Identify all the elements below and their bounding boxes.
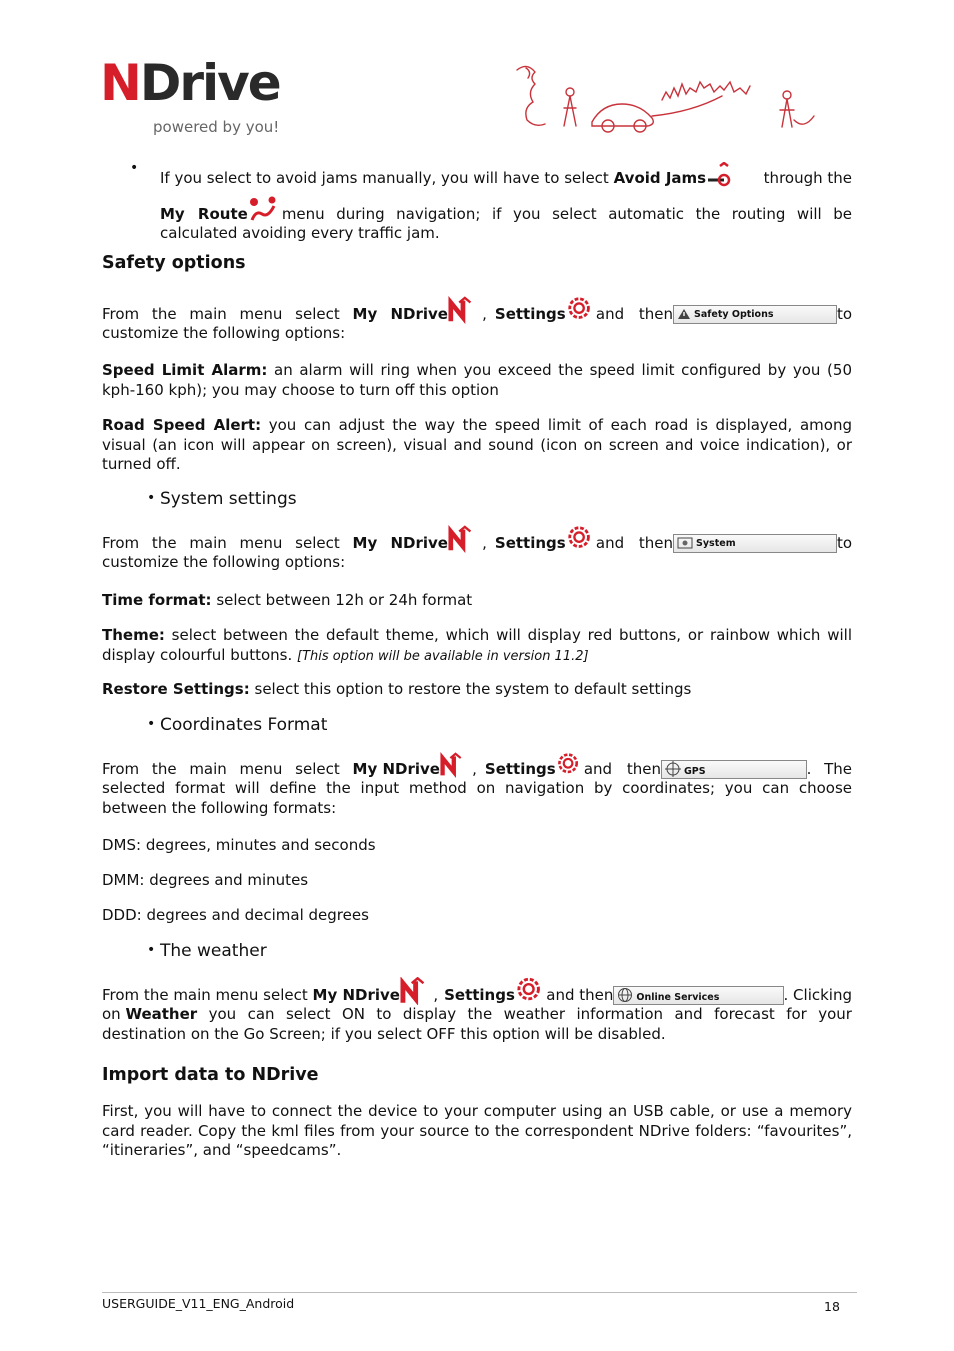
page-number: 18 — [824, 1299, 840, 1314]
weather-paragraph: From the main menu select My NDrive , Settings and then Online Services . Clicking on Weather you can select ON to display the weather information and forecast for your destination on the Go Screen; if you select OFF this option will be disabled. — [102, 977, 852, 1044]
road-speed-alert-paragraph: Road Speed Alert: you can adjust the way the speed limit of each road is displayed, among visual (an icon will appear on screen), visual and sound (icon on screen and voice indication), or turned off. — [102, 416, 852, 473]
ndrive-logo — [100, 54, 285, 143]
settings-gear-icon — [515, 977, 542, 1005]
import-data-paragraph: First, you will have to connect the device to your computer using an USB cable, or use a memory card reader. Copy the kml files from your source to the correspondent NDrive folders: “favourites”, “itineraries”, and “speedcams”. — [102, 1102, 852, 1159]
coordinates-format-heading: • Coordinates Format — [147, 715, 328, 735]
my-route-icon — [248, 196, 278, 224]
system-settings-heading: • System settings — [147, 489, 297, 509]
avoid-jams-icon — [706, 162, 734, 188]
footer-divider — [102, 1292, 857, 1293]
safety-options-heading: Safety options — [102, 253, 246, 273]
speed-limit-alarm-paragraph: Speed Limit Alarm: an alarm will ring when you exceed the speed limit configured by you (50 kph-160 kph); you may choose to turn off this option — [102, 361, 852, 399]
safety-options-button[interactable]: Safety Options — [673, 305, 837, 324]
import-data-heading: Import data to NDrive — [102, 1065, 319, 1085]
gps-crosshair-icon — [665, 761, 681, 777]
weather-heading: • The weather — [147, 941, 267, 961]
safety-options-paragraph: From the main menu select My NDrive , Settings and then Safety Options to customize the following options: — [102, 296, 852, 344]
system-icon — [677, 537, 693, 549]
logo-tagline: powered by you! — [153, 118, 280, 136]
system-button[interactable]: System — [673, 534, 837, 553]
my-ndrive-icon — [448, 525, 474, 553]
online-services-button[interactable]: Online Services — [613, 986, 783, 1005]
time-format-paragraph: Time format: select between 12h or 24h format — [102, 591, 473, 609]
globe-icon — [617, 987, 633, 1003]
warning-icon — [677, 308, 691, 320]
coordinates-format-paragraph: From the main menu select My NDrive , Settings and then GPS . The selected format will define the input method on navigation by coordinates; you can choose between the following formats: — [102, 751, 852, 818]
restore-settings-paragraph: Restore Settings: select this option to restore the system to default settings — [102, 680, 692, 698]
dms-format: DMS: degrees, minutes and seconds — [102, 836, 376, 854]
avoid-jams-paragraph: If you select to avoid jams manually, you will have to select Avoid Jams through the My Route menu during navigation; if you select automatic the routing will be calculated avoiding every traffic jam. — [160, 162, 852, 244]
settings-gear-icon — [566, 525, 592, 553]
ddd-format: DDD: degrees and decimal degrees — [102, 906, 369, 924]
my-ndrive-icon — [400, 977, 427, 1005]
header-illustration — [512, 60, 822, 140]
settings-gear-icon — [556, 751, 580, 779]
logo-wordmark: NDrive — [100, 54, 280, 112]
gps-button[interactable]: GPS — [661, 760, 807, 779]
theme-paragraph: Theme: select between the default theme, which will display red buttons, or rainbow which will display colourful buttons. [This option will be available in version 11.2] — [102, 626, 852, 664]
my-ndrive-icon — [448, 296, 474, 324]
system-settings-paragraph: From the main menu select My NDrive , Settings and then System to customize the following options: — [102, 525, 852, 573]
footer-document-name: USERGUIDE_V11_ENG_Android — [102, 1296, 295, 1311]
settings-gear-icon — [566, 296, 592, 324]
my-ndrive-icon — [440, 751, 464, 779]
dmm-format: DMM: degrees and minutes — [102, 871, 309, 889]
bullet-dot: • — [130, 160, 139, 176]
